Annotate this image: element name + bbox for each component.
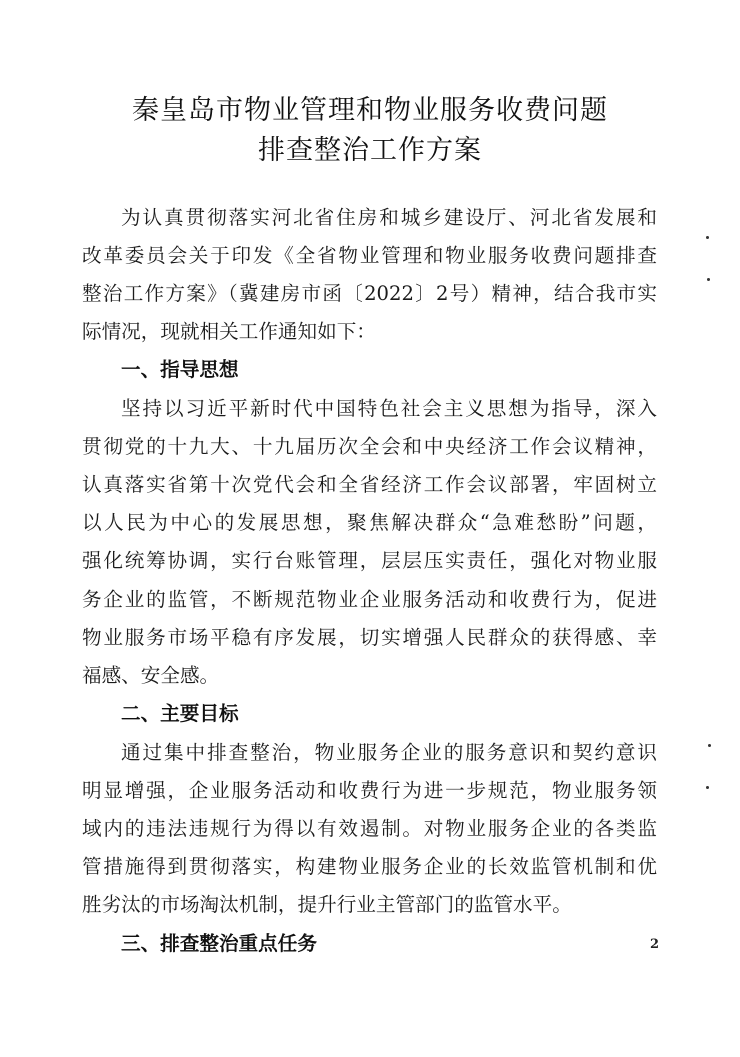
paragraph-line: 管措施得到贯彻落实，构建物业服务企业的长效监管机制和优 (82, 855, 657, 878)
scan-speck (707, 278, 710, 281)
paragraph-line: 认真落实省第十次党代会和全省经济工作会议部署，牢固树立 (82, 473, 657, 496)
page-number: 2 (650, 937, 660, 952)
intro-line: 际情况，现就相关工作通知如下： (82, 320, 376, 343)
intro-line: 改革委员会关于印发《全省物业管理和物业服务收费问题排查 (82, 244, 657, 267)
document-title-line-2: 排查整治工作方案 (258, 135, 482, 166)
document-title-line-1: 秦皇岛市物业管理和物业服务收费问题 (132, 95, 608, 126)
paragraph-line: 通过集中排查整治，物业服务企业的服务意识和契约意识 (121, 741, 657, 764)
paragraph-line: 坚持以习近平新时代中国特色社会主义思想为指导，深入 (121, 397, 657, 420)
paragraph-line: 务企业的监管，不断规范物业企业服务活动和收费行为，促进 (82, 588, 657, 611)
paragraph-line: 明显增强，企业服务活动和收费行为进一步规范，物业服务领 (82, 779, 657, 802)
section-heading-guiding-ideology: 一、指导思想 (121, 358, 239, 381)
paragraph-line: 贯彻党的十九大、十九届历次全会和中央经济工作会议精神， (82, 435, 657, 458)
intro-line: 整治工作方案》（冀建房市函〔2022〕2号）精神，结合我市实 (82, 282, 657, 305)
section-heading-main-goals: 二、主要目标 (121, 702, 239, 725)
paragraph-line: 物业服务市场平稳有序发展，切实增强人民群众的获得感、幸 (82, 626, 657, 649)
scan-speck (706, 236, 709, 239)
scan-speck (706, 786, 709, 789)
intro-line: 为认真贯彻落实河北省住房和城乡建设厅、河北省发展和 (121, 206, 657, 229)
scan-speck (708, 744, 711, 747)
paragraph-line: 福感、安全感。 (82, 664, 220, 687)
section-heading-key-tasks: 三、排查整治重点任务 (121, 932, 317, 955)
paragraph-line: 域内的违法违规行为得以有效遏制。对物业服务企业的各类监 (82, 817, 657, 840)
paragraph-line: 胜劣汰的市场淘汰机制，提升行业主管部门的监管水平。 (82, 893, 572, 916)
paragraph-line: 强化统筹协调，实行台账管理，层层压实责任，强化对物业服 (82, 549, 657, 572)
paragraph-line: 以人民为中心的发展思想，聚焦解决群众“急难愁盼”问题， (82, 511, 657, 534)
